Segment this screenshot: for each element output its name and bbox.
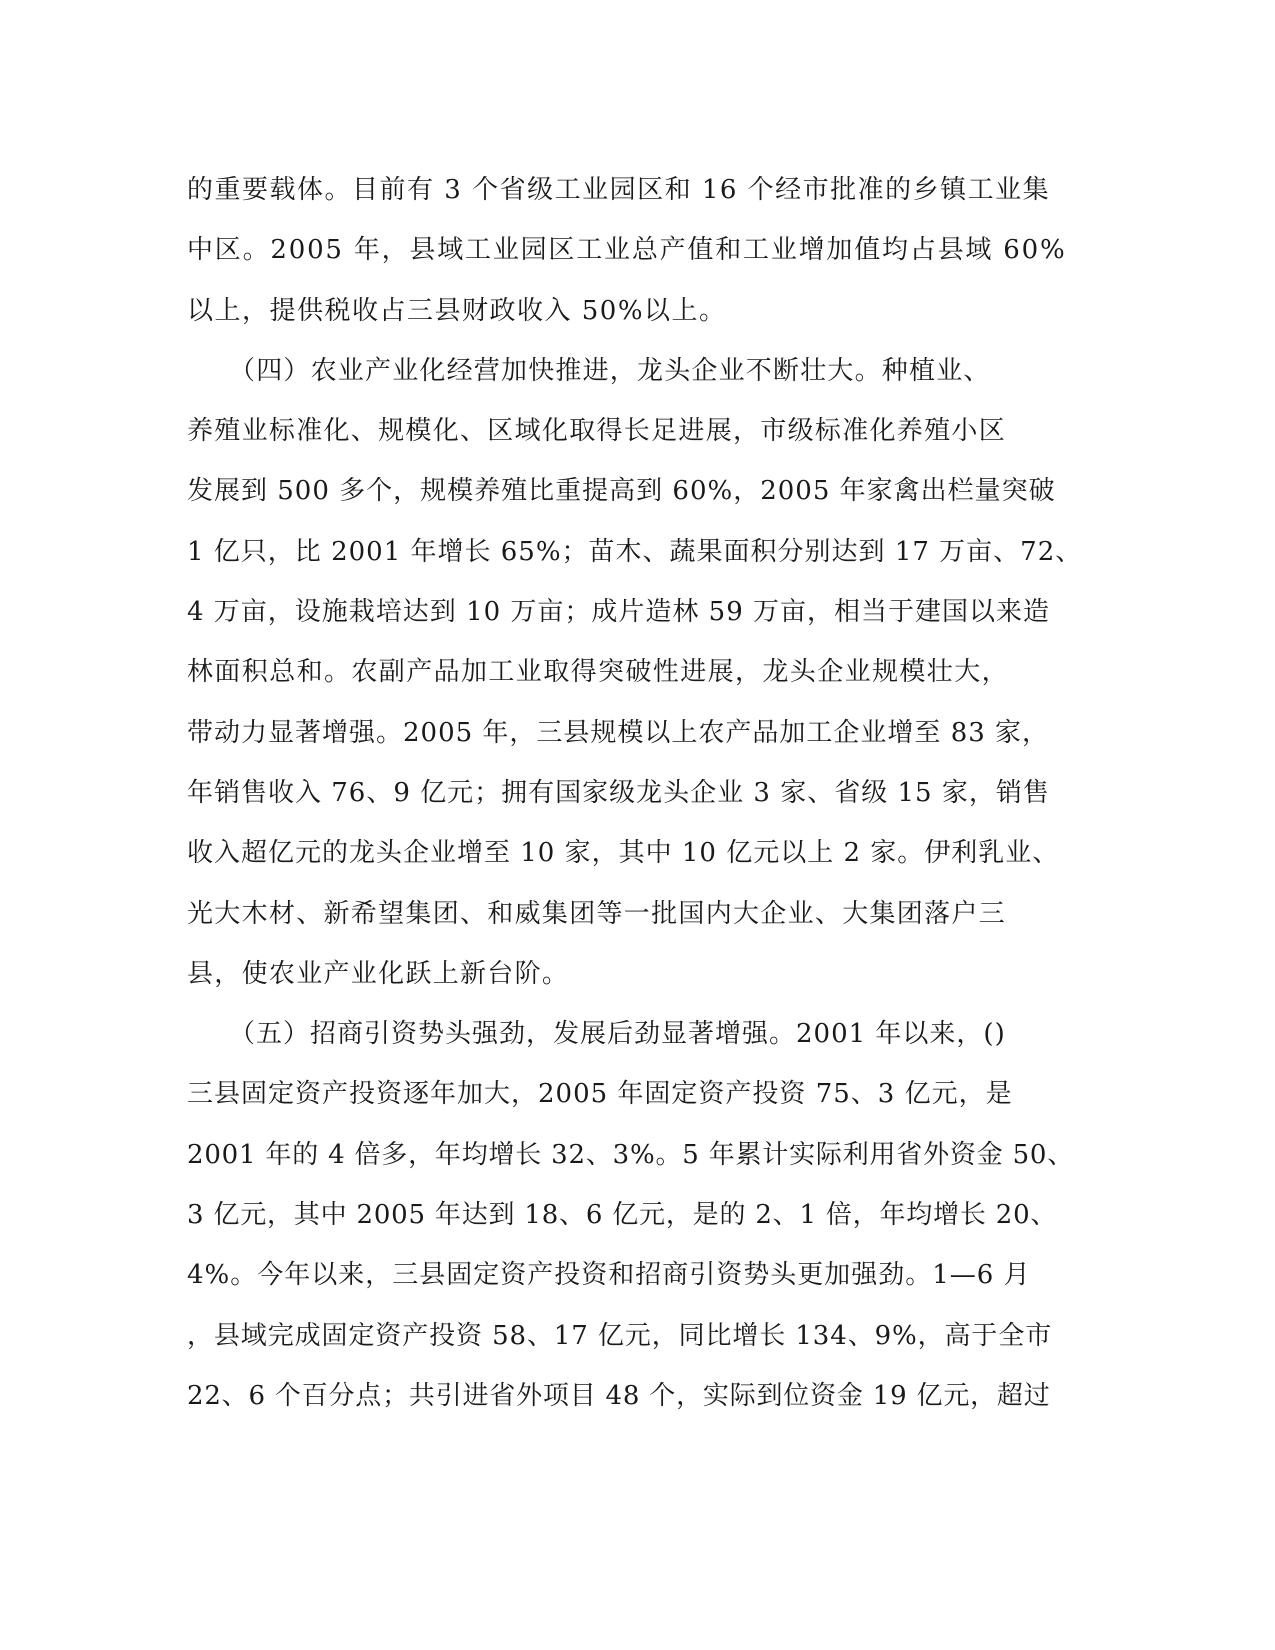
- text-line: 县，使农业产业化跃上新台阶。: [187, 958, 570, 989]
- text-line: 4%。今年以来，三县固定资产投资和招商引资势头更加强劲。1—6 月: [187, 1260, 1031, 1291]
- text-line: 4 万亩，设施栽培达到 10 万亩；成片造林 59 万亩，相当于建国以来造: [187, 597, 1051, 628]
- body-text: [187, 160, 1087, 1426]
- text-line: 中区。2005 年，县域工业园区工业总产值和工业增加值均占县域 60%: [187, 235, 1067, 266]
- text-line: ，县域完成固定资产投资 58、17 亿元，同比增长 134、9%，高于全市: [187, 1320, 1053, 1351]
- text-line: （四）农业产业化经营加快推进，龙头企业不断壮大。种植业、: [229, 355, 991, 386]
- text-line: 带动力显著增强。2005 年，三县规模以上农产品加工企业增至 83 家，: [187, 717, 1050, 748]
- text-line: 收入超亿元的龙头企业增至 10 家，其中 10 亿元以上 2 家。伊利乳业、: [187, 838, 1060, 869]
- text-line: 光大木材、新希望集团、和威集团等一批国内大企业、大集团落户三: [187, 898, 1007, 929]
- text-line: 三县固定资产投资逐年加大，2005 年固定资产投资 75、3 亿元，是: [187, 1079, 1013, 1110]
- text-line: （五）招商引资势头强劲，发展后劲显著增强。2001 年以来，(): [229, 1019, 1006, 1050]
- text-line: 养殖业标准化、规模化、区域化取得长足进展，市级标准化养殖小区: [187, 416, 1007, 447]
- text-line: 22、6 个百分点；共引进省外项目 48 个，实际到位资金 19 亿元，超过: [187, 1380, 1051, 1411]
- text-line: 林面积总和。农副产品加工业取得突破性进展，龙头企业规模壮大，: [187, 657, 1010, 688]
- text-line: 1 亿只，比 2001 年增长 65%；苗木、蔬果面积分别达到 17 万亩、72、: [187, 536, 1083, 567]
- text-line: 的重要载体。目前有 3 个省级工业园区和 16 个经市批准的乡镇工业集: [187, 175, 1051, 205]
- text-line: 年销售收入 76、9 亿元；拥有国家级龙头企业 3 家、省级 15 家，销售: [187, 777, 1050, 808]
- text-line: 3 亿元，其中 2005 年达到 18、6 亿元，是的 2、1 倍，年均增长 20、: [187, 1200, 1058, 1231]
- text-line: 以上，提供税收占三县财政收入 50%以上。: [187, 295, 727, 326]
- text-line: 2001 年的 4 倍多，年均增长 32、3%。5 年累计实际利用省外资金 50、: [187, 1139, 1075, 1170]
- text-line: 发展到 500 多个，规模养殖比重提高到 60%，2005 年家禽出栏量突破: [187, 476, 1056, 507]
